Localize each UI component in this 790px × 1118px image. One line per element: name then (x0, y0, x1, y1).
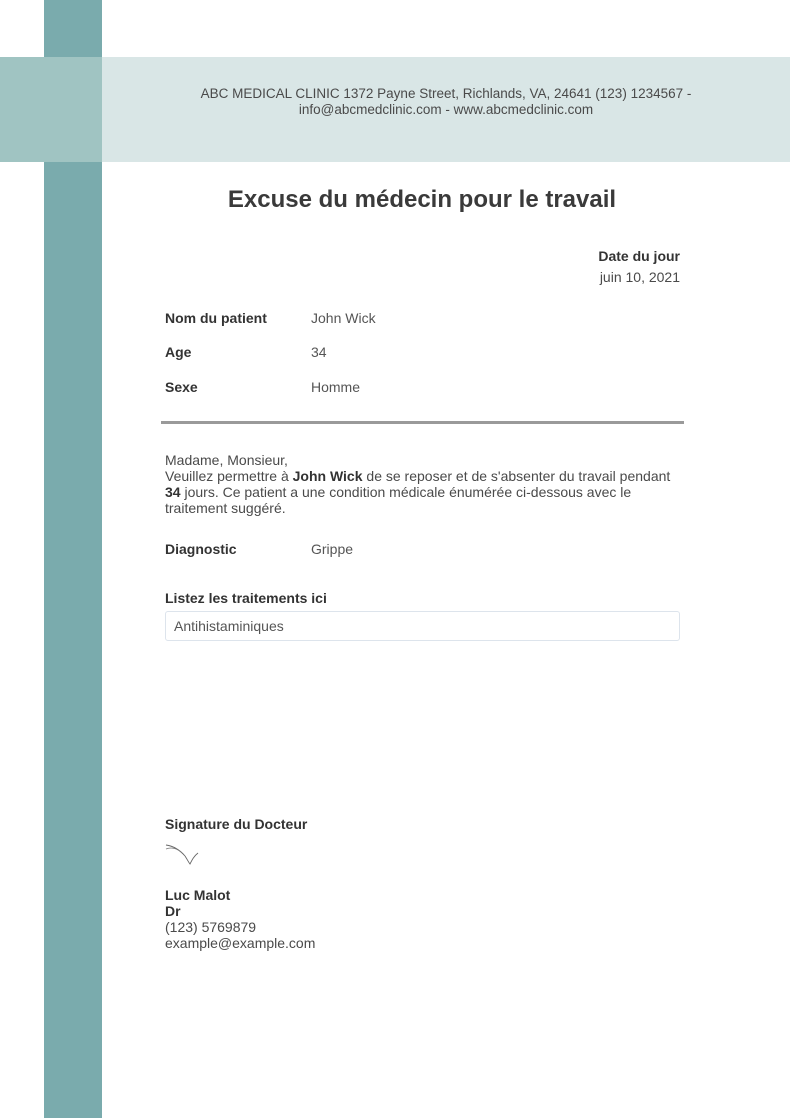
letter-salutation: Madame, Monsieur, (165, 452, 288, 468)
letter-text-part1: Veuillez permettre à (165, 468, 293, 484)
header-accent (0, 57, 102, 162)
date-block (598, 246, 680, 288)
letter-body (165, 452, 685, 516)
patient-name-label: Nom du patient (165, 310, 267, 326)
letter-paragraph (165, 468, 685, 516)
doctor-info (165, 887, 315, 951)
document-title: Excuse du médecin pour le travail (227, 186, 617, 213)
doctor-phone: (123) 5769879 (165, 919, 257, 935)
letter-patient-name: John Wick (292, 468, 363, 484)
signature-label: Signature du Docteur (165, 816, 308, 832)
patient-sex-value: Homme (311, 379, 361, 395)
doctor-name: Luc Malot (165, 887, 231, 903)
patient-age-label: Age (165, 344, 192, 360)
date-label: Date du jour (598, 248, 680, 264)
side-stripe (44, 0, 102, 1118)
letter-days: 34 (165, 484, 181, 500)
letter-text-part3: jours. Ce patient a une condition médicale énumérée ci-dessous avec le traitement suggéré. (165, 484, 632, 516)
diagnosis-label: Diagnostic (165, 541, 237, 557)
patient-sex-label: Sexe (165, 379, 198, 395)
signature-image (165, 840, 201, 866)
clinic-header (102, 86, 790, 118)
doctor-title: Dr (165, 903, 181, 919)
clinic-address-line: ABC MEDICAL CLINIC 1372 Payne Street, Richlands, VA, 24641 (123) 1234567 - (200, 86, 692, 101)
doctor-email: example@example.com (165, 935, 316, 951)
clinic-contact-line: info@abcmedclinic.com - www.abcmedclinic.com (298, 102, 594, 117)
treatments-label: Listez les traitements ici (165, 590, 327, 606)
date-value: juin 10, 2021 (599, 269, 680, 285)
treatments-field[interactable]: Antihistaminiques (165, 611, 680, 641)
section-divider (161, 421, 684, 424)
patient-name-value: John Wick (311, 310, 376, 326)
patient-age-value: 34 (311, 344, 327, 360)
letter-text-part2: de se reposer et de s'absenter du travail pendant (362, 468, 671, 484)
diagnosis-value: Grippe (311, 541, 354, 557)
